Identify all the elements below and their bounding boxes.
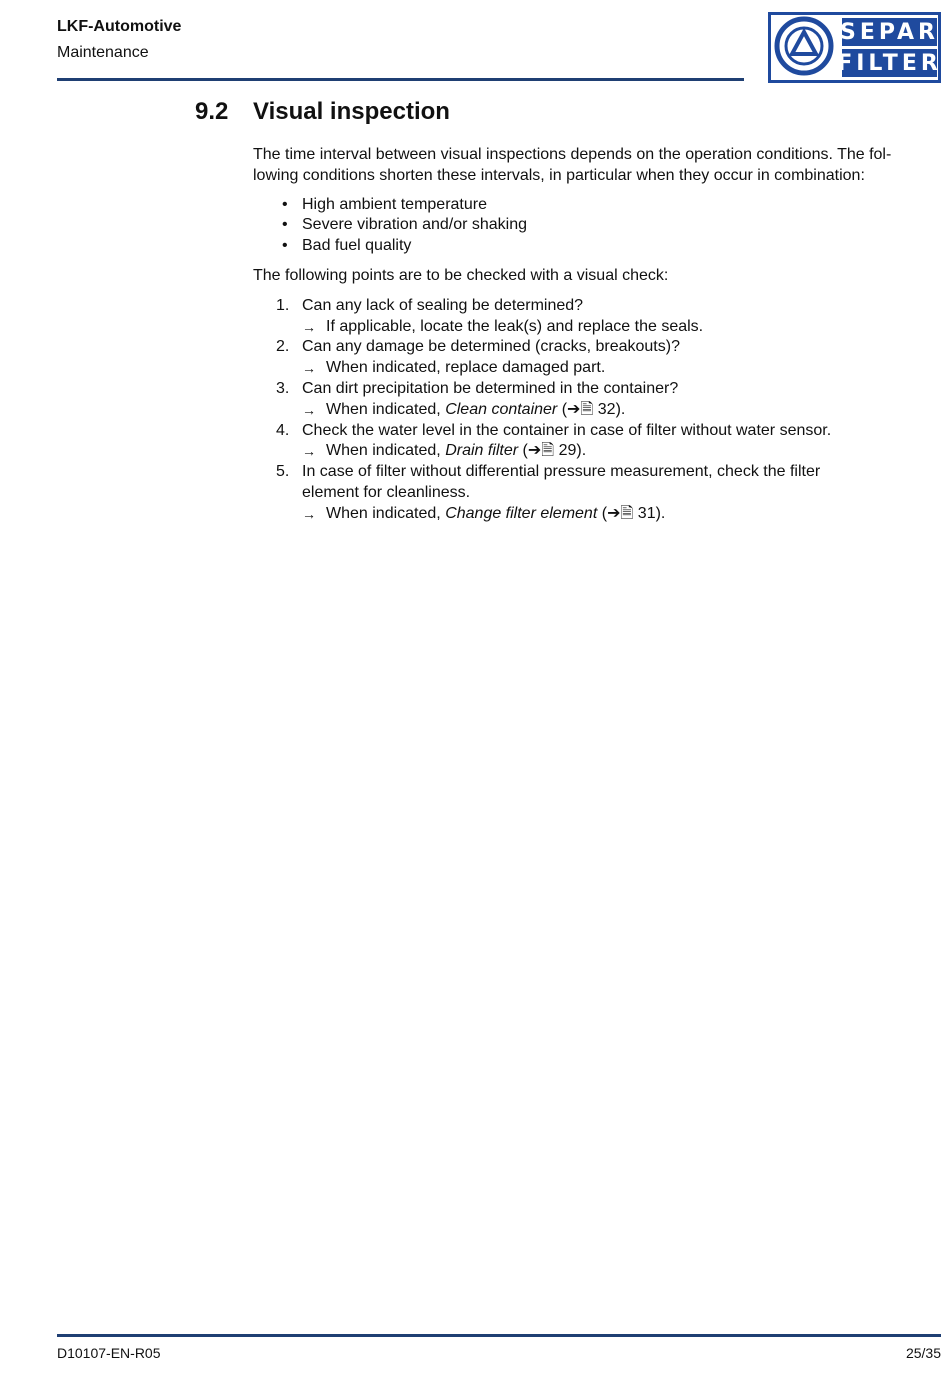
step-result bbox=[302, 358, 943, 379]
result-prefix: When indicated, bbox=[326, 442, 446, 460]
check-steps-list bbox=[253, 296, 943, 525]
list-item bbox=[253, 236, 943, 257]
step-2 bbox=[253, 337, 943, 379]
intro-line-2: lowing conditions shorten these intervals, in particular when they occur in combination: bbox=[253, 166, 865, 184]
bullet-icon: • bbox=[282, 216, 288, 234]
page-ref[interactable]: 31 bbox=[637, 504, 656, 522]
intro-line-1: The time interval between visual inspections depends on the operation conditions. The fol- bbox=[253, 146, 892, 163]
bullet-icon: • bbox=[282, 237, 288, 255]
step-1 bbox=[253, 296, 943, 338]
header-title: LKF-Automotive bbox=[57, 18, 182, 35]
step-result: → When indicated, Clean container (➔🗎 32). bbox=[302, 400, 943, 421]
step-text: Can dirt precipitation be determined in the container? bbox=[302, 379, 679, 397]
step-number: 1. bbox=[276, 296, 290, 314]
header-subtitle: Maintenance bbox=[57, 44, 149, 61]
intro-paragraph bbox=[253, 145, 943, 187]
result-arrow-icon: → bbox=[302, 443, 316, 460]
cross-reference-arrow-icon: ➔ bbox=[567, 400, 581, 418]
step-number: 4. bbox=[276, 421, 290, 439]
list-item-text: Bad fuel quality bbox=[302, 237, 412, 255]
step-text-line-1: In case of filter without differential pressure measurement, check the filter bbox=[302, 463, 821, 481]
step-number: 3. bbox=[276, 379, 290, 397]
section-title: Visual inspection bbox=[253, 98, 450, 125]
result-arrow-icon: → bbox=[302, 401, 316, 418]
triangle-emblem-icon bbox=[774, 16, 834, 76]
page-ref[interactable]: 32 bbox=[597, 400, 616, 418]
conditions-list bbox=[253, 195, 943, 257]
list-item-text: Severe vibration and/or shaking bbox=[302, 216, 528, 234]
page-ref-icon: 🗎 bbox=[541, 442, 555, 460]
result-text: If applicable, locate the leak(s) and replace the seals. bbox=[326, 317, 704, 335]
list-item bbox=[253, 215, 943, 236]
step-3 bbox=[253, 379, 943, 421]
step-text: Check the water level in the container in case of filter without water sensor. bbox=[302, 421, 832, 439]
step-result bbox=[302, 317, 943, 338]
footer-doc-id: D10107-EN-R05 bbox=[57, 1345, 161, 1361]
change-filter-element-link[interactable]: Change filter element bbox=[445, 504, 598, 522]
step-text: Can any damage be determined (cracks, breakouts)? bbox=[302, 338, 680, 356]
result-suffix: ). bbox=[615, 400, 626, 418]
result-arrow-icon: → bbox=[302, 360, 316, 377]
logo-text-separ: SEPAR bbox=[840, 19, 939, 45]
list-item-text: High ambient temperature bbox=[302, 195, 487, 213]
cross-reference-arrow-icon: ➔ bbox=[527, 442, 542, 460]
page-ref-icon: 🗎 bbox=[620, 504, 634, 522]
result-suffix: ). bbox=[655, 504, 666, 522]
footer-rule bbox=[57, 1334, 941, 1337]
clean-container-link[interactable]: Clean container bbox=[445, 400, 558, 418]
result-prefix: When indicated, bbox=[326, 400, 446, 418]
result-prefix: When indicated, bbox=[326, 504, 446, 522]
page-ref-icon: 🗎 bbox=[580, 400, 594, 418]
header-rule bbox=[57, 78, 744, 81]
step-4 bbox=[253, 421, 943, 463]
separ-filter-logo bbox=[768, 12, 941, 83]
content-body bbox=[253, 145, 943, 525]
result-text: When indicated, replace damaged part. bbox=[326, 359, 606, 377]
page-ref[interactable]: 29 bbox=[558, 442, 577, 460]
points-intro: The following points are to be checked with a visual check: bbox=[253, 266, 669, 284]
step-5 bbox=[253, 462, 943, 524]
result-suffix: ). bbox=[576, 442, 587, 460]
logo-text-filter: FILTER bbox=[837, 50, 942, 76]
step-text bbox=[302, 462, 943, 504]
step-result: → When indicated, Change filter element (➔🗎 31). bbox=[302, 504, 943, 525]
drain-filter-link[interactable]: Drain filter bbox=[445, 442, 519, 460]
section-number: 9.2 bbox=[195, 98, 229, 125]
cross-reference-arrow-icon: ➔ bbox=[607, 504, 621, 522]
step-text-line-2: element for cleanliness. bbox=[302, 483, 471, 501]
result-arrow-icon: → bbox=[302, 505, 316, 522]
step-number: 2. bbox=[276, 338, 290, 356]
step-number: 5. bbox=[276, 463, 290, 481]
result-arrow-icon: → bbox=[302, 318, 316, 335]
step-text: Can any lack of sealing be determined? bbox=[302, 296, 584, 314]
step-result: → When indicated, Drain filter (➔🗎 29). bbox=[302, 441, 943, 462]
list-item bbox=[253, 195, 943, 216]
bullet-icon: • bbox=[282, 195, 288, 213]
footer-page-number: 25/35 bbox=[905, 1345, 941, 1361]
